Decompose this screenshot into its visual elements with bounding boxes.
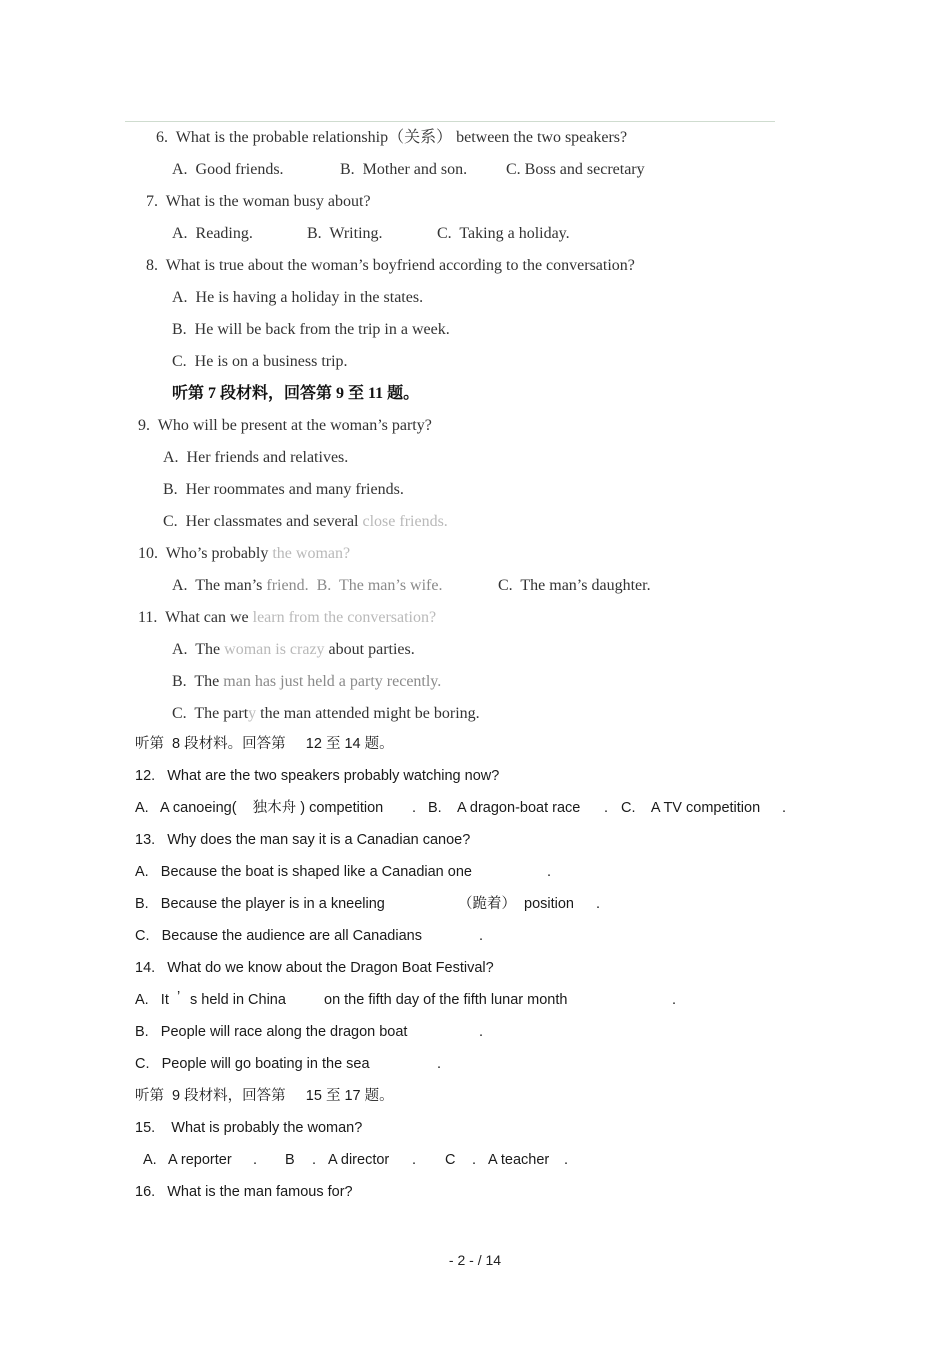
question-8-option-b: B. He will be back from the trip in a week. bbox=[172, 321, 450, 338]
question-16-stem: 16. What is the man famous for? bbox=[135, 1184, 353, 1200]
question-13-option-b-note: （跪着） bbox=[458, 896, 516, 912]
question-13-option-a-end: . bbox=[547, 864, 552, 880]
top-divider bbox=[125, 121, 775, 122]
question-12-option-a: A. A canoeing( 独木舟 ) competition bbox=[135, 800, 384, 816]
question-14-stem: 14. What do we know about the Dragon Boat Festival? bbox=[135, 960, 494, 976]
question-7-stem: 7. What is the woman busy about? bbox=[146, 193, 371, 210]
question-6-option-a: A. Good friends. bbox=[172, 161, 284, 178]
question-11-option-b: B. The man has just held a party recently. bbox=[172, 673, 442, 690]
question-9-option-b: B. Her roommates and many friends. bbox=[163, 481, 404, 498]
question-10-option-a-b: A. The man’s friend. B. The man’s wife. bbox=[172, 577, 443, 594]
question-15-option-c-dot: . bbox=[472, 1152, 477, 1168]
question-15-option-b-dot: . bbox=[312, 1152, 317, 1168]
question-11-option-c: C. The party the man attended might be boring. bbox=[172, 705, 480, 722]
question-8-option-a: A. He is having a holiday in the states. bbox=[172, 289, 424, 306]
question-12-stem: 12. What are the two speakers probably watching now? bbox=[135, 768, 500, 784]
section-8-heading: 听第 8 段材料。回答第 12 至 14 题。 bbox=[135, 736, 394, 752]
question-14-option-a-apostrophe: ’ bbox=[177, 989, 181, 1005]
question-12-option-a-end: . bbox=[412, 800, 417, 816]
question-15-option-b-text: A director bbox=[328, 1152, 390, 1168]
question-12-option-b-end: . bbox=[604, 800, 609, 816]
question-13-stem: 13. Why does the man say it is a Canadian canoe? bbox=[135, 832, 471, 848]
question-15-option-b-end: . bbox=[412, 1152, 417, 1168]
question-8-option-c: C. He is on a business trip. bbox=[172, 353, 348, 370]
question-12-option-c-end: . bbox=[782, 800, 787, 816]
question-9-option-a: A. Her friends and relatives. bbox=[163, 449, 349, 466]
section-7-heading: 听第 7 段材料，回答第 9 至 11 题。 bbox=[172, 385, 420, 402]
question-13-option-b-end: . bbox=[596, 896, 601, 912]
question-14-option-a-part2: on the fifth day of the fifth lunar month bbox=[324, 992, 568, 1008]
question-14-option-a-end: . bbox=[672, 992, 677, 1008]
question-15-option-a-end: . bbox=[253, 1152, 258, 1168]
question-15-option-c-end: . bbox=[564, 1152, 569, 1168]
question-7-option-b: B. Writing. bbox=[307, 225, 383, 242]
question-10-stem: 10. Who’s probably the woman? bbox=[138, 545, 351, 562]
question-13-option-b-tail: position bbox=[524, 896, 574, 912]
question-7-option-a: A. Reading. bbox=[172, 225, 253, 242]
question-12-option-b: B. A dragon-boat race bbox=[428, 800, 581, 816]
question-9-stem: 9. Who will be present at the woman’s party? bbox=[138, 417, 432, 434]
question-6-option-c: C. Boss and secretary bbox=[506, 161, 645, 178]
question-15-option-c-letter: C bbox=[445, 1152, 456, 1168]
question-7-option-c: C. Taking a holiday. bbox=[437, 225, 570, 242]
question-9-option-c: C. Her classmates and several close friends. bbox=[163, 513, 448, 530]
question-10-option-c: C. The man’s daughter. bbox=[498, 577, 651, 594]
question-6-option-b: B. Mother and son. bbox=[340, 161, 468, 178]
question-12-option-c: C. A TV competition bbox=[621, 800, 761, 816]
question-14-option-c: C. People will go boating in the sea bbox=[135, 1056, 370, 1072]
question-11-option-a: A. The woman is crazy about parties. bbox=[172, 641, 415, 658]
section-9-heading: 听第 9 段材料，回答第 15 至 17 题。 bbox=[135, 1088, 394, 1104]
question-14-option-a-part1: s held in China bbox=[190, 992, 286, 1008]
question-6-stem: 6. What is the probable relationship（关系） between the two speakers? bbox=[156, 129, 628, 146]
question-13-option-c: C. Because the audience are all Canadians bbox=[135, 928, 422, 944]
question-15-option-a: A. A reporter bbox=[143, 1152, 232, 1168]
question-13-option-b: B. Because the player is in a kneeling bbox=[135, 896, 385, 912]
question-13-option-c-end: . bbox=[479, 928, 484, 944]
question-14-option-c-end: . bbox=[437, 1056, 442, 1072]
question-14-option-b-end: . bbox=[479, 1024, 484, 1040]
question-14-option-a-label: A. It bbox=[135, 992, 169, 1008]
question-11-stem: 11. What can we learn from the conversation? bbox=[138, 609, 437, 626]
question-14-option-b: B. People will race along the dragon boat bbox=[135, 1024, 408, 1040]
question-8-stem: 8. What is true about the woman’s boyfriend according to the conversation? bbox=[146, 257, 635, 274]
question-15-option-c-text: A teacher bbox=[488, 1152, 550, 1168]
question-15-option-b-letter: B bbox=[285, 1152, 295, 1168]
page-number: - 2 - / 14 bbox=[448, 1252, 502, 1268]
question-13-option-a: A. Because the boat is shaped like a Canadian one bbox=[135, 864, 472, 880]
question-15-stem: 15. What is probably the woman? bbox=[135, 1120, 363, 1136]
